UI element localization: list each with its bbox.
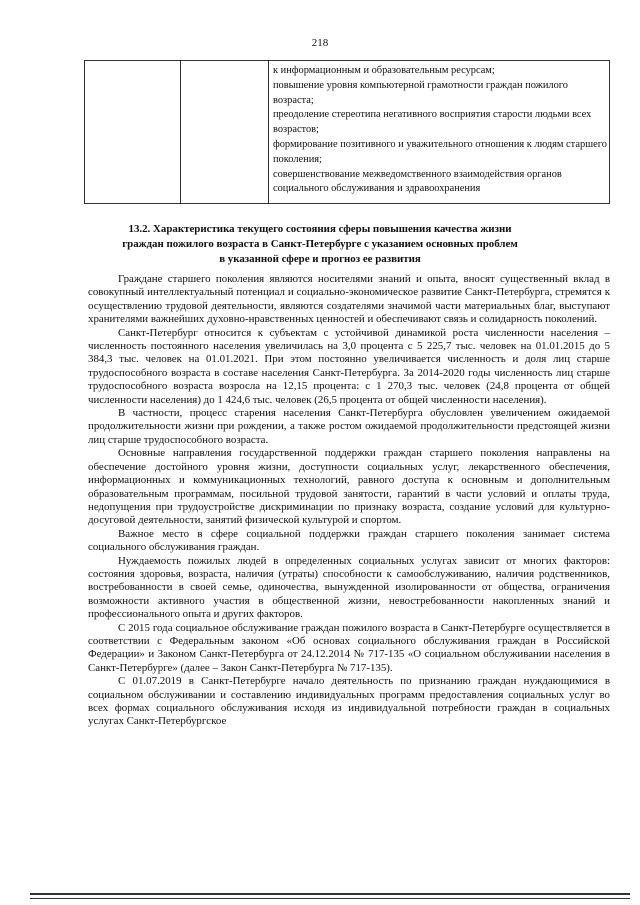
heading-line: 13.2. Характеристика текущего состояния сферы повышения качества жизни (128, 223, 512, 235)
section-body (88, 273, 610, 729)
measure-item: совершенствование межведомственного взаимодействия органов социального обслуживания и здравоохранения (273, 168, 562, 195)
continuation-table (84, 60, 610, 204)
paragraph: Граждане старшего поколения являются носителями знаний и опыта, вносят существенный вклад в совокупный интеллектуальный потенциал и социально-экономическое развитие Санкт-Петербурга, стремятся к осуществлению трудовой деятельности, являются создателями значимой части материальных благ, выступают хранителями важнейших духовно-нравственных ценностей и обеспечивают связь и солидарность поколений. (88, 273, 610, 326)
measure-item: преодоление стереотипа негативного восприятия старости людьми всех возрастов; (273, 109, 592, 136)
table-cell-empty (85, 61, 181, 204)
heading-line: граждан пожилого возраста в Санкт-Петербурге с указанием основных проблем (122, 237, 518, 250)
table-cell-empty (181, 61, 269, 204)
paragraph: С 01.07.2019 в Санкт-Петербурге начало деятельность по признанию граждан нуждающимися в социальном обслуживании и составлению индивидуальных программ предоставления социальных услуг во всех формах социального обслуживания исходя из индивидуальной потребности граждан в социальных услугах Санкт-Петербургское (88, 675, 610, 728)
bottom-rule (30, 898, 630, 899)
paragraph: В частности, процесс старения населения Санкт-Петербурга обусловлен увеличением ожидаемой продолжительности жизни при рождении, а также ростом ожидаемой продолжительности предстоящей жизни лиц старше трудоспособного возраста. (88, 407, 610, 446)
measure-item: повышение уровня компьютерной грамотности граждан пожилого возраста; (273, 79, 568, 106)
heading-line: в указанной сфере и прогноз ее развития (219, 252, 421, 265)
table-row (85, 61, 610, 204)
bottom-rule (30, 893, 630, 895)
measure-item: формирование позитивного и уважительного отношения к людям старшего поколения; (273, 138, 607, 165)
measure-item: к информационным и образовательным ресурсам; (273, 65, 495, 76)
paragraph: Основные направления государственной поддержки граждан старшего поколения направлены на обеспечение достойного уровня жизни, доступности социальных услуг, лекарственного обеспечения, информационных и коммуникационных технологий, равного доступа к основным и дополнительным образовательным программам, посильной трудовой занятости, гарантий в части условий и оплаты труда, недопущения при трудоустройстве дискриминации по признаку возраста, создание условий для культурно-досуговой деятельности, занятий физической культурой и спортом. (88, 447, 610, 527)
page-number: 218 (311, 37, 329, 49)
table-cell-measures (269, 61, 610, 204)
paragraph: Важное место в сфере социальной поддержки граждан старшего поколения занимает система социального обслуживания граждан. (88, 527, 610, 554)
paragraph: Санкт-Петербург относится к субъектам с устойчивой динамикой роста численности населения – численность постоянного населения увеличилась на 3,0 процента с 5 225,7 тыс. человек на 01.01.2015 до 5 384,3 тыс. человек на 01.01.2021. При этом постоянно увеличивается численность и доля лиц старше трудоспособного возраста в составе населения Санкт-Петербурга. За 2014-2020 годы численность лиц старше трудоспособного возраста возросла на 12,15 процента: с 1 270,3 тыс. человек (24,8 процента от общей численности населения) до 1 424,6 тыс. человек (26,5 процента от общей численности населения). (88, 326, 610, 406)
paragraph: Нуждаемость пожилых людей в определенных социальных услугах зависит от многих факторов: состояния здоровья, возраста, наличия (утраты) способности к самообслуживанию, наличия родственников, востребованности в своей семье, одиночества, вынужденной изолированности от общества, ограничения возможности активного участия в общественной жизни, невостребованности накопленных знаний и профессионального опыта и других факторов. (88, 554, 610, 621)
section-heading (40, 222, 600, 266)
paragraph: С 2015 года социальное обслуживание граждан пожилого возраста в Санкт-Петербурге осуществляется в соответствии с Федеральным законом «Об основах социального обслуживания граждан в Российской Федерации» и Законом Санкт-Петербурга от 24.12.2014 № 717-135 «О социальном обслуживании населения в Санкт-Петербурге» (далее – Закон Санкт-Петербурга № 717-135). (88, 621, 610, 674)
